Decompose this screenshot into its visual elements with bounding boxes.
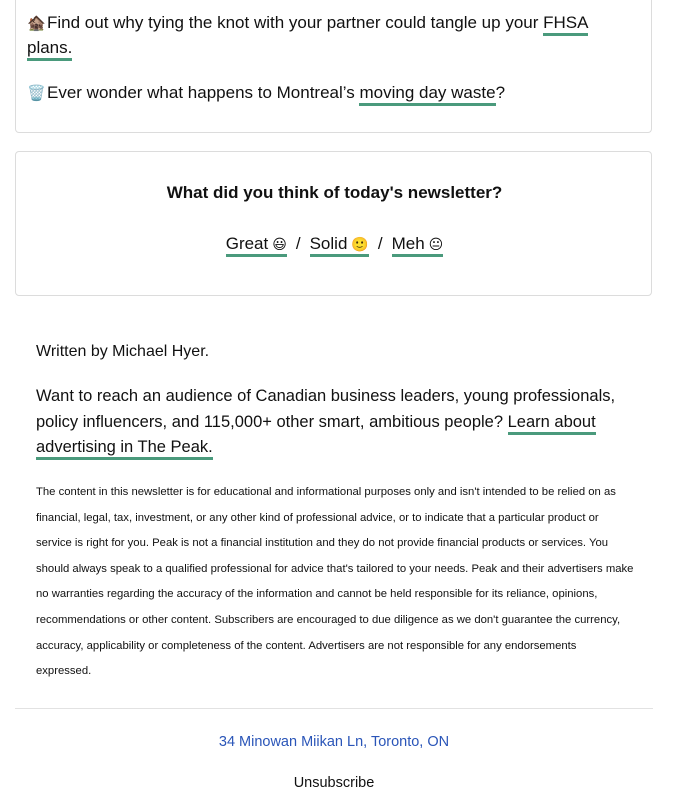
moving-day-waste-link[interactable]: moving day waste [359,83,495,106]
neutral-face-icon: 😐 [428,236,444,252]
author-line: Written by Michael Hyer. [36,343,210,360]
address-link[interactable]: 34 Minowan Miikan Ln, Toronto, ON [218,734,450,750]
disclaimer-text: The content in this newsletter is for educational and informational purposes only and isn't intended to be relied on as financial, legal, tax, investment, or any other kind of professional advice, or to indicate that a particular product or service is right for you. Peak is not a financial institution and they do not provide financial products or services. You should always speak to a qualified professional for advice that's tailored to your needs. Peak and their advertisers make no warranties regarding the accuracy of the information and cannot be held responsible for its reliance, opinions, recommendations or other content. Subscribers are encouraged to due diligence as we don't guarantee the currency, accuracy, applicability or completeness of the content. Advertisers are not responsible for any endorsements expressed. [36,486,634,678]
unsubscribe-link[interactable]: Unsubscribe [293,775,375,791]
feedback-separator: / [295,234,301,253]
slight-smile-icon: 🙂 [351,236,369,252]
feedback-solid-link[interactable] [310,234,369,257]
bullet-fhsa-text: Find out why tying the knot with your partner could tangle up your [47,13,544,32]
wastebasket-icon: 🗑️ [27,85,46,102]
feedback-solid-label: Solid [309,234,348,253]
bullet-moving-day-suffix: ? [495,83,506,102]
bullet-moving-day [27,81,505,106]
bullet-moving-day-text: Ever wonder what happens to Montreal’s [47,83,360,102]
feedback-great-label: Great [225,234,269,253]
feedback-great-link[interactable] [226,234,287,257]
house-icon: 🏚️ [27,15,46,32]
footer-divider [15,708,653,709]
feedback-card [15,151,652,296]
advertising-paragraph [36,384,626,461]
fhsa-plans-link[interactable]: FHSA plans. [27,13,588,61]
grinning-face-icon: 😃 [272,236,287,252]
feedback-meh-link[interactable] [392,234,444,257]
feedback-separator: / [377,234,383,253]
feedback-title: What did you think of today's newsletter? [166,183,503,202]
feedback-options [16,234,653,254]
bullet-fhsa [27,11,627,60]
feedback-meh-label: Meh [391,234,425,253]
advertising-text: Want to reach an audience of Canadian business leaders, young professionals, policy influencers, and 115,000+ other smart, ambitious people? [36,387,616,431]
advertising-link[interactable]: Learn about advertising in The Peak. [36,413,596,461]
